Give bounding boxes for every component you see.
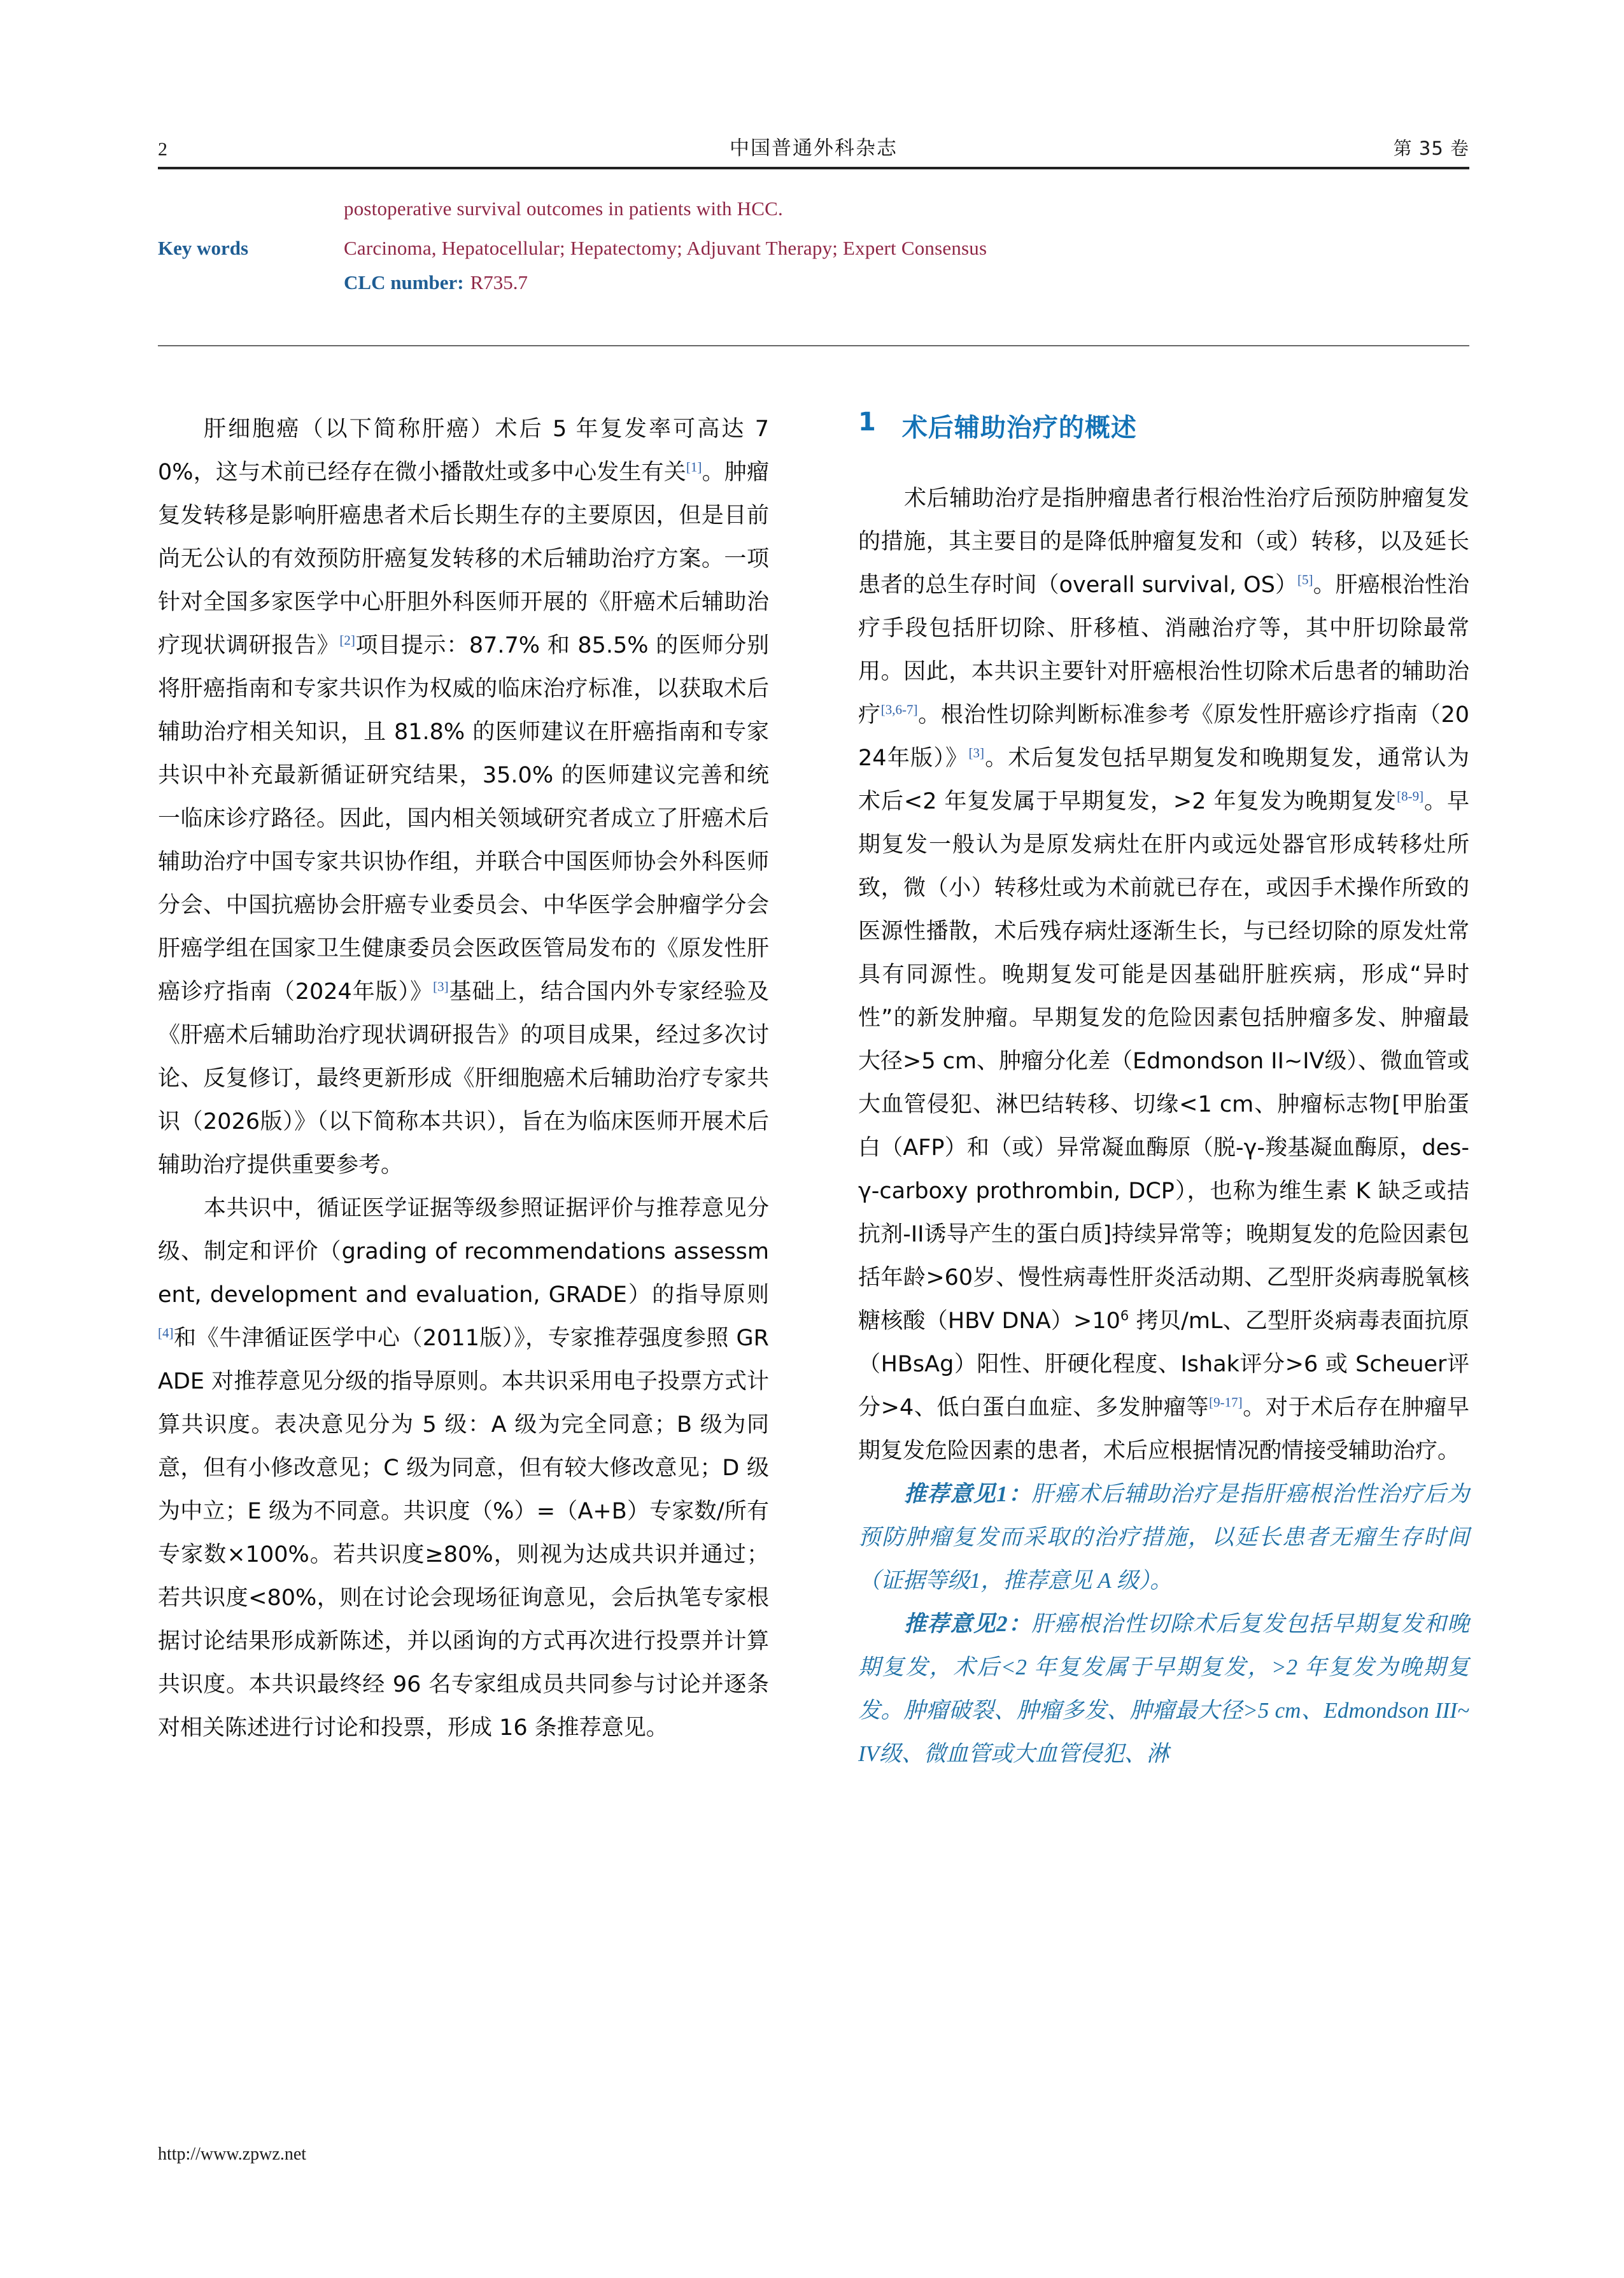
body-columns — [158, 407, 1469, 2133]
rp1-d: 。术后复发包括早期复发和晚期复发，通常认为术后<2 年复发属于早期复发，>2 年复发为晚期复发 — [858, 746, 1469, 814]
keywords-block — [158, 197, 1469, 302]
left-column — [158, 407, 769, 2133]
reference-marker-3b: [3] — [968, 745, 984, 761]
recommendation-1 — [858, 1473, 1469, 1602]
reference-marker-9-17: [9-17] — [1209, 1394, 1243, 1410]
recommendation-1-text: 肝癌术后辅助治疗是指肝癌根治性治疗后为预防肿瘤复发而采取的治疗措施，以延长患者无瘤生存时间（证据等级1，推荐意见 A 级）。 — [858, 1482, 1469, 1593]
recommendation-2-text: 肝癌根治性切除术后复发包括早期复发和晚期复发，术后<2 年复发属于早期复发，>2 年复发为晚期复发。肿瘤破裂、肿瘤多发、肿瘤最大径>5 cm、Edmondson III~IV级、微血管或大血管侵犯、淋 — [858, 1611, 1469, 1766]
volume-label: 第 35 卷 — [1393, 138, 1469, 159]
journal-title: 中国普通外科杂志 — [730, 137, 898, 160]
keywords-row — [158, 237, 1469, 260]
lp1-b: 。肿瘤复发转移是影响肝癌患者术后长期生存的主要原因，但是目前尚无公认的有效预防肝癌复发转移的术后辅助治疗方案。一项针对全国多家医学中心肝胆外科医师开展的《肝癌术后辅助治疗现状调研报告》 — [158, 460, 769, 658]
rp1-f: 拷贝/mL、乙型肝炎病毒表面抗原（HBsAg）阳性、肝硬化程度、Ishak评分>6 或 Scheuer评分>4、低白蛋白血症、多发肿瘤等 — [858, 1308, 1469, 1420]
reference-marker-1: [1] — [686, 459, 702, 475]
clc-label: CLC number: — [344, 271, 464, 294]
right-column — [858, 407, 1469, 2133]
footer-url: http://www.zpwz.net — [158, 2144, 307, 2164]
reference-marker-8-9: [8-9] — [1397, 788, 1424, 804]
lp1-c: 项目提示：87.7% 和 85.5% 的医师分别将肝癌指南和专家共识作为权威的临床治疗标准，以获取术后辅助治疗相关知识，且 81.8% 的医师建议在肝癌指南和专家共识中补充最新循证研究结果，35.0% 的医师建议完善和统一临床诊疗路径。因此，国内相关领域研究者成立了肝癌术后辅助治疗中国专家共识协作组，并联合中国医师协会外科医师分会、中国抗癌协会肝癌专业委员会、中华医学会肿瘤学分会肝癌学组在国家卫生健康委员会医政医管局发布的《原发性肝癌诊疗指南（2024年版）》 — [158, 633, 769, 1005]
keywords-label: Key words — [158, 237, 249, 259]
recommendation-2 — [858, 1602, 1469, 1776]
reference-marker-3-6-7: [3,6-7] — [880, 702, 918, 718]
header-rule — [158, 167, 1469, 169]
rp1-e: 。早期复发一般认为是原发病灶在肝内或远处器官形成转移灶所致，微（小）转移灶或为术前就已存在，或因手术操作所致的医源性播散，术后残存病灶逐渐生长，与已经切除的原发灶常具有同源性。晚期复发可能是因基础肝脏疾病，形成“异时性”的新发肿瘤。早期复发的危险因素包括肿瘤多发、肿瘤最大径>5 cm、肿瘤分化差（Edmondson II~IV级）、微血管或大血管侵犯、淋巴结转移、切缘<1 cm、肿瘤标志物[甲胎蛋白（AFP）和（或）异常凝血酶原（脱-γ-羧基凝血酶原，des-γ-carboxy prothrombin, DCP），也称为维生素 K 缺乏或拮抗剂-II诱导产生的蛋白质]持续异常等；晚期复发的危险因素包括年龄>60岁、慢性病毒性肝炎活动期、乙型肝炎病毒脱氧核糖核酸（HBV DNA）>10 — [858, 789, 1469, 1334]
keywords-value: Carcinoma, Hepatocellular; Hepatectomy; Adjuvant Therapy; Expert Consensus — [344, 237, 987, 259]
rp1-c: 。根治性切除判断标准参考《原发性肝癌诊疗指南（2024年版）》 — [858, 702, 1469, 771]
left-paragraph-1 — [158, 407, 769, 1187]
lp2-b: 和《牛津循证医学中心（2011版）》，专家推荐强度参照 GRADE 对推荐意见分级的指导原则。本共识采用电子投票方式计算共识度。表决意见分为 5 级：A 级为完全同意；B 级为同意，但有小修改意见；C 级为同意，但有较大修改意见；D 级为中立；E 级为不同意。共识度（%）=（A+B）专家数/所有专家数×100%。若共识度≥80%，则视为达成共识并通过；若共识度<80%，则在讨论会现场征询意见，会后执笔专家根据讨论结果形成新陈述，并以函询的方式再次进行投票并计算共识度。本共识最终经 96 名专家组成员共同参与讨论并逐条对相关陈述进行讨论和投票，形成 16 条推荐意见。 — [158, 1326, 769, 1741]
reference-marker-3: [3] — [433, 979, 449, 994]
clc-value: R735.7 — [470, 271, 528, 294]
exponent-six: 6 — [1120, 1308, 1129, 1324]
rp1-g: 。对于术后存在肿瘤早期复发危险因素的患者，术后应根据情况酌情接受辅助治疗。 — [858, 1395, 1469, 1464]
section-number: 1 — [858, 407, 877, 437]
running-head — [158, 125, 1469, 160]
reference-marker-5: [5] — [1297, 572, 1313, 588]
left-paragraph-2 — [158, 1187, 769, 1750]
recommendation-1-label: 推荐意见1： — [904, 1482, 1032, 1506]
recommendation-2-label: 推荐意见2： — [904, 1611, 1032, 1636]
reference-marker-4: [4] — [158, 1325, 174, 1341]
rp1-a: 术后辅助治疗是指肿瘤患者行根治性治疗后预防肿瘤复发的措施，其主要目的是降低肿瘤复发和（或）转移，以及延长患者的总生存时间（overall survival, OS） — [858, 486, 1469, 598]
clc-row — [158, 271, 1469, 294]
abstract-tail-line: postoperative survival outcomes in patients with HCC. — [344, 197, 783, 220]
lp1-d: 基础上，结合国内外专家经验及《肝癌术后辅助治疗现状调研报告》的项目成果，经过多次讨论、反复修订，最终更新形成《肝细胞癌术后辅助治疗专家共识（2026版）》（以下简称本共识），旨在为临床医师开展术后辅助治疗提供重要参考。 — [158, 979, 769, 1178]
reference-marker-2: [2] — [339, 632, 355, 648]
right-paragraph-1 — [858, 477, 1469, 1473]
keywords-rule — [158, 345, 1469, 346]
section-heading — [858, 407, 1469, 444]
page-number: 2 — [158, 139, 168, 160]
rp1-b: 。肝癌根治性治疗手段包括肝切除、肝移植、消融治疗等，其中肝切除最常用。因此，本共识主要针对肝癌根治性切除术后患者的辅助治疗 — [858, 572, 1469, 728]
lp1-a: 肝细胞癌（以下简称肝癌）术后 5 年复发率可高达 70%，这与术前已经存在微小播散灶或多中心发生有关 — [158, 416, 769, 485]
section-title: 术后辅助治疗的概述 — [901, 413, 1137, 442]
lp2-a: 本共识中，循证医学证据等级参照证据评价与推荐意见分级、制定和评价（grading of recommendations assessment, development and evaluation, GRADE）的指导原则 — [158, 1196, 769, 1308]
